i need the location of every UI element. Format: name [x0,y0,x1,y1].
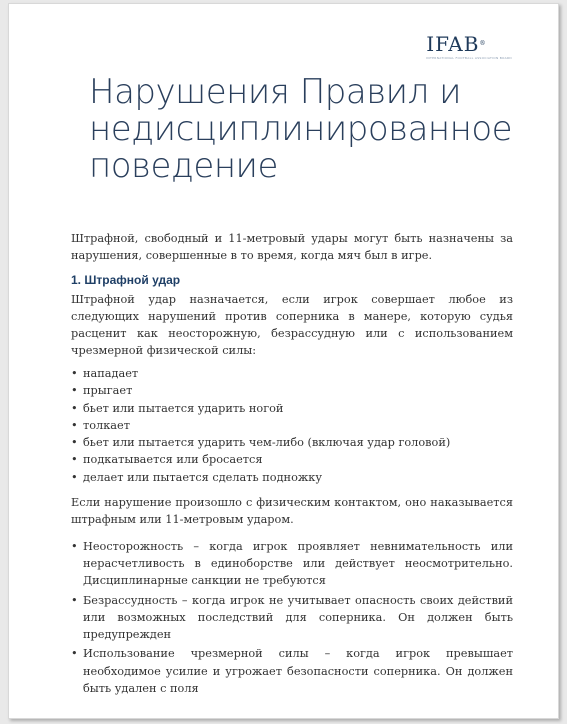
definition-list [71,538,513,697]
list-item: • бьет или пытается ударить ногой [71,400,513,417]
intro-paragraph: Штрафной, свободный и 11-метровый удары могут быть назначены за нарушения, совершенные в то время, когда мяч был в игре. [71,232,513,262]
contact-paragraph: Если нарушение произошло с физическим контактом, оно наказывается штрафным или 11-метровым ударом. [71,496,513,527]
section-paragraph: Штрафной удар назначается, если игрок совершает любое из следующих нарушений против соперника в манере, которую судья расценит как неосторожную, безрассудную или с использованием чрезмерной физической силы: [71,293,513,357]
section-heading: 1. Штрафной удар [71,273,181,287]
registered-mark: ® [479,40,487,47]
document-page [8,3,559,719]
list-item: • прыгает [71,382,513,399]
list-item: • бьет или пытается ударить чем-либо (включая удар головой) [71,434,513,451]
ifab-logo [426,34,512,60]
offence-list [71,365,513,486]
list-item: • делает или пытается сделать подножку [71,469,513,486]
page-title: Нарушения Правил и недисциплинированное поведение [89,72,513,186]
list-item: • нападает [71,365,513,382]
definition-item: • Использование чрезмерной силы – когда игрок превышает необходимое усилие и угрожает безопасности соперника. Он должен быть удален с поля [71,645,513,697]
list-item: • толкает [71,417,513,434]
definition-item: • Безрассудность – когда игрок не учитывает опасность своих действий или возможных последствий для соперника. Он должен быть предупрежден [71,592,513,644]
list-item: • подкатывается или бросается [71,451,513,468]
document-body [71,230,513,703]
definition-item: • Неосторожность – когда игрок проявляет невнимательность или нерасчетливость в единоборстве или действует неосмотрительно. Дисциплинарные санкции не требуются [71,538,513,590]
logo-text: IFAB [426,32,480,56]
logo-tagline: INTERNATIONAL FOOTBALL ASSOCIATION BOARD [426,56,512,60]
